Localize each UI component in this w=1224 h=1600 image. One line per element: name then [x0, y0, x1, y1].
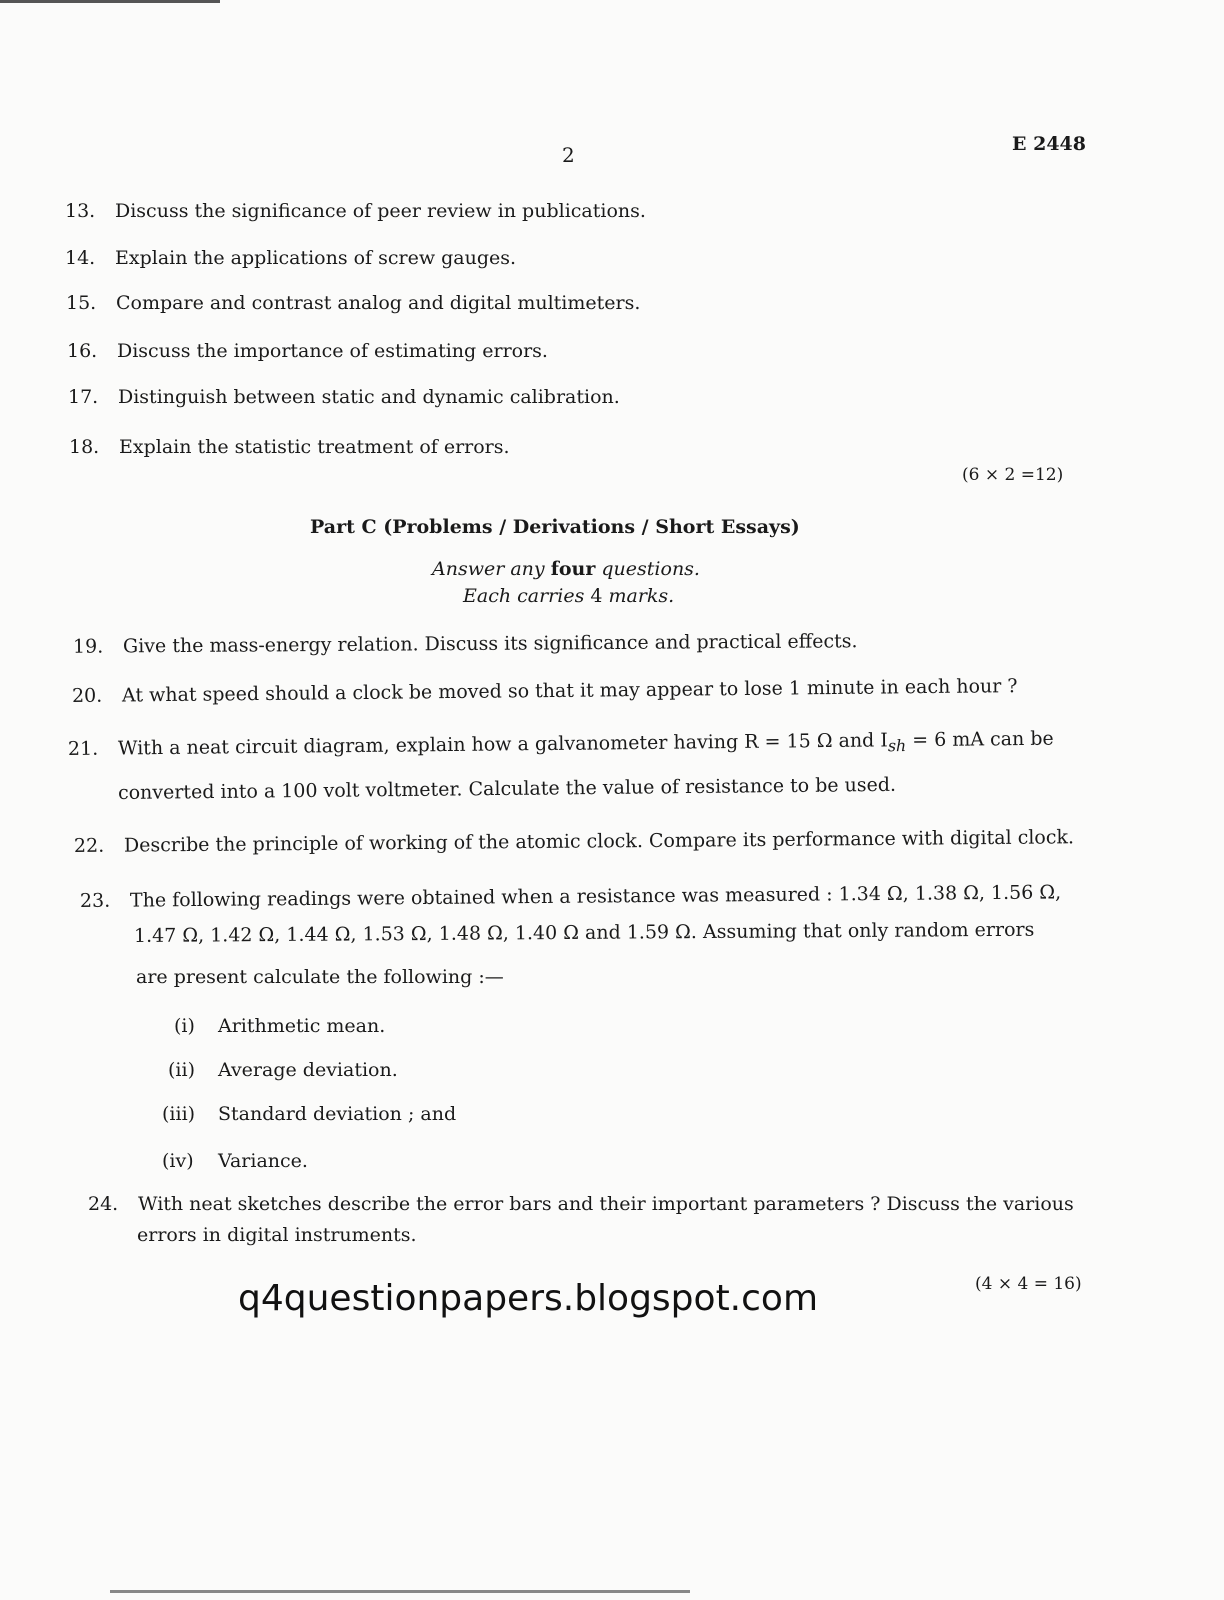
- question-number: 19.: [72, 635, 104, 658]
- subpart-text: Average deviation.: [218, 1059, 398, 1081]
- question-number: 14.: [65, 247, 96, 269]
- question-13: [65, 200, 646, 222]
- question-14: [65, 247, 516, 269]
- paper-code: E 2448: [1012, 133, 1086, 155]
- subpart-iv: [162, 1150, 308, 1172]
- question-text: Explain the statistic treatment of errors.: [119, 436, 510, 458]
- subscript: sh: [887, 736, 907, 756]
- question-text: With a neat circuit diagram, explain how a galvanometer having R = 15 Ω and I: [117, 729, 888, 760]
- question-number: 20.: [71, 684, 103, 707]
- question-text: = 6 mA can be: [906, 727, 1054, 752]
- subpart-text: Arithmetic mean.: [218, 1015, 386, 1037]
- part-b-marks: (6 × 2 =12): [962, 465, 1064, 485]
- subpart-ii: [168, 1059, 398, 1081]
- question-21-line-2: converted into a 100 volt voltmeter. Calculate the value of resistance to be used.: [117, 773, 897, 804]
- question-16: [67, 340, 548, 362]
- question-text: Discuss the importance of estimating errors.: [117, 340, 548, 362]
- question-number: 16.: [67, 340, 98, 362]
- subpart-text: Standard deviation ; and: [218, 1103, 457, 1125]
- question-number: 24.: [88, 1193, 119, 1215]
- question-text: With neat sketches describe the error bars and their important parameters ? Discuss the various: [138, 1193, 1074, 1215]
- question-17: [68, 386, 620, 408]
- question-19: [73, 630, 858, 657]
- instr-text: marks.: [602, 585, 675, 607]
- question-number: 18.: [69, 436, 100, 458]
- subpart-number: (iv): [162, 1150, 194, 1172]
- question-text: At what speed should a clock be moved so that it may appear to lose 1 minute in each hour ?: [121, 675, 1018, 707]
- scan-edge-bottom: [110, 1590, 690, 1593]
- question-number: 15.: [66, 292, 97, 314]
- question-text: Explain the applications of screw gauges.: [115, 247, 517, 269]
- question-text: Distinguish between static and dynamic calibration.: [118, 386, 620, 408]
- question-number: 13.: [65, 200, 96, 222]
- question-number: 17.: [68, 386, 99, 408]
- part-c-title: Part C (Problems / Derivations / Short Essays): [310, 516, 800, 538]
- question-24-line-2: errors in digital instruments.: [137, 1224, 417, 1246]
- subpart-number: (iii): [162, 1103, 196, 1125]
- question-20: [72, 675, 1018, 707]
- instr-text: questions.: [595, 558, 700, 580]
- question-text: Describe the principle of working of the atomic clock. Compare its performance with digital clock.: [123, 826, 1075, 857]
- instr-num: 4: [590, 585, 603, 607]
- subpart-number: (ii): [168, 1059, 195, 1081]
- subpart-text: Variance.: [218, 1150, 308, 1172]
- question-23-line-3: are present calculate the following :—: [136, 966, 504, 988]
- question-21: [68, 728, 1054, 764]
- instr-text: Each carries: [463, 585, 591, 607]
- part-c-marks: (4 × 4 = 16): [975, 1274, 1082, 1294]
- question-23-line-2: 1.47 Ω, 1.42 Ω, 1.44 Ω, 1.53 Ω, 1.48 Ω, 1.40 Ω and 1.59 Ω. Assuming that only random errors: [133, 918, 1035, 947]
- question-23: [80, 881, 1061, 912]
- question-text: Compare and contrast analog and digital multimeters.: [116, 292, 641, 314]
- instr-bold: four: [550, 558, 596, 580]
- question-number: 21.: [67, 737, 99, 760]
- instr-text: Answer any: [432, 558, 551, 580]
- question-22: [74, 826, 1074, 857]
- subpart-i: [174, 1015, 385, 1037]
- question-24: [88, 1193, 1074, 1215]
- part-c-instruction-1: [432, 558, 700, 580]
- question-text: The following readings were obtained when a resistance was measured : 1.34 Ω, 1.38 Ω, 1.56 Ω,: [129, 881, 1062, 912]
- question-15: [66, 292, 640, 314]
- subpart-iii: [162, 1103, 456, 1125]
- part-c-instruction-2: [463, 585, 674, 607]
- watermark-url: q4questionpapers.blogspot.com: [238, 1278, 819, 1319]
- question-number: 22.: [73, 834, 105, 857]
- question-text: Discuss the significance of peer review in publications.: [115, 200, 646, 222]
- question-number: 23.: [79, 889, 111, 912]
- page-number: 2: [562, 143, 575, 167]
- subpart-number: (i): [174, 1015, 195, 1037]
- question-text: Give the mass-energy relation. Discuss its significance and practical effects.: [122, 630, 858, 658]
- question-18: [69, 436, 510, 458]
- scan-edge-top: [0, 0, 220, 3]
